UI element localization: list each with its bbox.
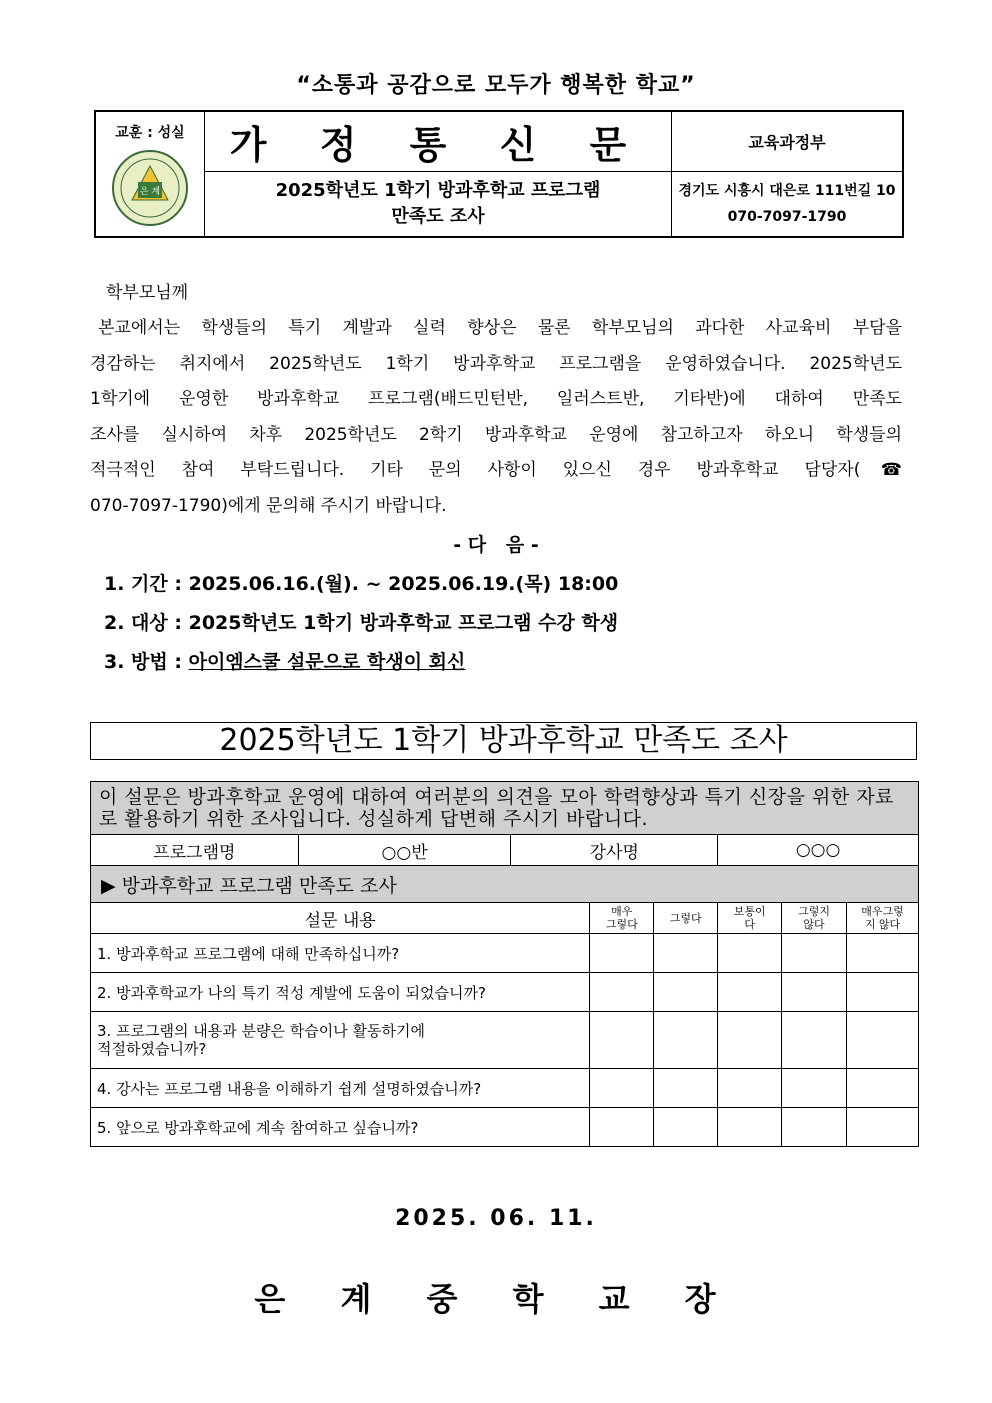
item-label: 2. 대상 : — [104, 612, 189, 634]
school-logo-icon — [110, 148, 190, 228]
question-4: 4. 강사는 프로그램 내용을 이해하기 쉽게 설명하였습니까? — [91, 1069, 590, 1108]
question-2: 2. 방과후학교가 나의 특기 적성 계발에 도움이 되었습니까? — [91, 973, 590, 1012]
item-target — [104, 608, 618, 635]
body-line: 1학기에 운영한 방과후학교 프로그램(배드민턴반, 일러스트반, 기타반)에 대하여 만족도 — [90, 389, 902, 409]
item-value: 아이엠스쿨 설문으로 학생이 회신 — [188, 651, 466, 673]
body-text — [90, 311, 902, 524]
answer-cell[interactable] — [847, 973, 919, 1012]
answer-cell[interactable] — [782, 973, 847, 1012]
answer-cell[interactable] — [654, 1108, 718, 1147]
body-line: 조사를 실시하여 차후 2025학년도 2학기 방과후학교 운영에 참고하고자 하오니 학생들의 — [90, 424, 902, 445]
answer-cell[interactable] — [590, 973, 654, 1012]
item-period — [104, 569, 618, 596]
greeting: 학부모님께 — [106, 283, 189, 303]
answer-cell[interactable] — [782, 934, 847, 973]
section-title: ▶ 방과후학교 프로그램 만족도 조사 — [91, 866, 919, 903]
school-motto: “소통과 공감으로 모두가 행복한 학교” — [296, 73, 696, 98]
answer-cell[interactable] — [590, 1012, 654, 1069]
issue-date: 2025. 06. 11. — [395, 1206, 597, 1231]
program-value: ○○반 — [298, 835, 511, 866]
question-header: 설문 내용 — [91, 903, 590, 934]
title-cell — [205, 111, 672, 171]
school-phone: 070-7097-1790 — [727, 208, 847, 225]
answer-cell[interactable] — [718, 1012, 782, 1069]
header-table — [94, 110, 904, 238]
school-motto-label: 교훈 : 성실 — [115, 125, 185, 141]
answer-cell[interactable] — [782, 1012, 847, 1069]
department: 교육과정부 — [748, 132, 826, 152]
program-label: 프로그램명 — [91, 835, 299, 866]
answer-cell[interactable] — [718, 1108, 782, 1147]
rating-disagree: 그렇지 않다 — [782, 903, 847, 934]
rating-agree: 그렇다 — [654, 903, 718, 934]
item-value: 2025.06.16.(월). ~ 2025.06.19.(목) 18:00 — [188, 573, 619, 595]
logo-text: 은 계 — [139, 187, 161, 197]
question-5: 5. 앞으로 방과후학교에 계속 참여하고 싶습니까? — [91, 1108, 590, 1147]
department-cell — [672, 111, 904, 171]
motto-logo-cell — [95, 111, 205, 237]
item-label: 1. 기간 : — [104, 573, 189, 595]
answer-cell[interactable] — [654, 934, 718, 973]
answer-cell[interactable] — [847, 934, 919, 973]
question-3: 3. 프로그램의 내용과 분량은 학습이나 활동하기에 적절하였습니까? — [91, 1012, 590, 1069]
survey-intro: 이 설문은 방과후학교 운영에 대하여 여러분의 의견을 모아 학력향상과 특기 신장을 위한 자료로 활용하기 위한 조사입니다. 성실하게 답변해 주시기 바랍니다. — [91, 782, 919, 835]
question-1: 1. 방과후학교 프로그램에 대해 만족하십니까? — [91, 934, 590, 973]
body-line: 경감하는 취지에서 2025학년도 1학기 방과후학교 프로그램을 운영하였습니다. 2025학년도 — [90, 353, 902, 374]
rating-neutral: 보통이 다 — [718, 903, 782, 934]
answer-cell[interactable] — [590, 1069, 654, 1108]
body-line: 본교에서는 학생들의 특기 계발과 실력 향상은 물론 학부모님의 과다한 사교육비 부담을 — [98, 318, 902, 338]
answer-cell[interactable] — [590, 1108, 654, 1147]
answer-cell[interactable] — [847, 1012, 919, 1069]
answer-cell[interactable] — [654, 1069, 718, 1108]
newsletter-title: 가 정 통 신 문 — [229, 122, 647, 167]
rating-very-agree: 매우 그렇다 — [590, 903, 654, 934]
answer-cell[interactable] — [718, 973, 782, 1012]
survey-title: 2025학년도 1학기 방과후학교 만족도 조사 — [90, 722, 917, 760]
rating-very-disagree: 매우그렇 지 않다 — [847, 903, 919, 934]
answer-cell[interactable] — [590, 934, 654, 973]
answer-cell[interactable] — [847, 1069, 919, 1108]
subject-line-1: 2025학년도 1학기 방과후학교 프로그램 — [275, 179, 601, 201]
answer-cell[interactable] — [718, 1069, 782, 1108]
subject-cell — [205, 171, 672, 237]
answer-cell[interactable] — [718, 934, 782, 973]
instructor-label: 강사명 — [511, 835, 718, 866]
answer-cell[interactable] — [847, 1108, 919, 1147]
answer-cell[interactable] — [654, 1012, 718, 1069]
contact-cell — [672, 171, 904, 237]
subject-line-2: 만족도 조사 — [391, 205, 485, 227]
body-line: 적극적인 참여 부탁드립니다. 기타 문의 사항이 있으신 경우 방과후학교 담당자(☎ — [90, 460, 902, 480]
body-line: 070-7097-1790)에게 문의해 주시기 바랍니다. — [90, 495, 447, 516]
school-address: 경기도 시흥시 대은로 111번길 10 — [678, 182, 896, 199]
instructor-value: ○○○ — [718, 835, 919, 866]
notice-heading: - 다 음 - — [453, 534, 539, 556]
answer-cell[interactable] — [654, 973, 718, 1012]
survey-table — [90, 781, 919, 1147]
answer-cell[interactable] — [782, 1108, 847, 1147]
item-value: 2025학년도 1학기 방과후학교 프로그램 수강 학생 — [188, 612, 619, 634]
item-label: 3. 방법 : — [104, 651, 189, 673]
principal-signature: 은 계 중 학 교 장 — [254, 1280, 738, 1318]
item-method — [104, 647, 465, 674]
answer-cell[interactable] — [782, 1069, 847, 1108]
